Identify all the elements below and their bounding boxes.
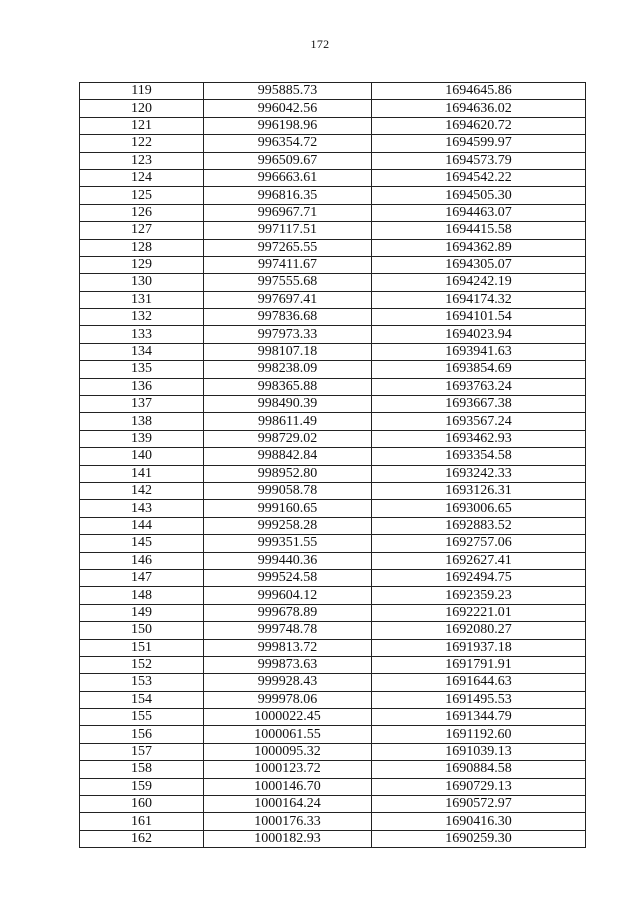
x-coordinate-cell: 996354.72 — [204, 135, 372, 152]
point-number-cell: 145 — [80, 535, 204, 552]
point-number-cell: 158 — [80, 761, 204, 778]
x-coordinate-cell: 999978.06 — [204, 691, 372, 708]
coordinates-table-body — [80, 83, 586, 848]
point-number-cell: 159 — [80, 778, 204, 795]
table-row — [80, 343, 586, 360]
x-coordinate-cell: 996967.71 — [204, 204, 372, 221]
x-coordinate-cell: 999440.36 — [204, 552, 372, 569]
x-coordinate-cell: 998365.88 — [204, 378, 372, 395]
table-row — [80, 691, 586, 708]
x-coordinate-cell: 998842.84 — [204, 448, 372, 465]
table-row — [80, 100, 586, 117]
y-coordinate-cell: 1693242.33 — [372, 465, 586, 482]
y-coordinate-cell: 1693763.24 — [372, 378, 586, 395]
x-coordinate-cell: 998952.80 — [204, 465, 372, 482]
y-coordinate-cell: 1693667.38 — [372, 396, 586, 413]
point-number-cell: 138 — [80, 413, 204, 430]
y-coordinate-cell: 1691791.91 — [372, 656, 586, 673]
table-row — [80, 726, 586, 743]
table-row — [80, 361, 586, 378]
coordinates-table — [79, 82, 586, 848]
point-number-cell: 127 — [80, 222, 204, 239]
x-coordinate-cell: 999160.65 — [204, 500, 372, 517]
y-coordinate-cell: 1693854.69 — [372, 361, 586, 378]
x-coordinate-cell: 1000095.32 — [204, 743, 372, 760]
table-row — [80, 378, 586, 395]
y-coordinate-cell: 1694599.97 — [372, 135, 586, 152]
x-coordinate-cell: 1000182.93 — [204, 830, 372, 847]
y-coordinate-cell: 1693462.93 — [372, 430, 586, 447]
y-coordinate-cell: 1691192.60 — [372, 726, 586, 743]
point-number-cell: 121 — [80, 117, 204, 134]
table-row — [80, 604, 586, 621]
table-row — [80, 743, 586, 760]
x-coordinate-cell: 997411.67 — [204, 256, 372, 273]
x-coordinate-cell: 999748.78 — [204, 622, 372, 639]
point-number-cell: 119 — [80, 83, 204, 100]
x-coordinate-cell: 999604.12 — [204, 587, 372, 604]
point-number-cell: 157 — [80, 743, 204, 760]
x-coordinate-cell: 996509.67 — [204, 152, 372, 169]
y-coordinate-cell: 1694305.07 — [372, 256, 586, 273]
y-coordinate-cell: 1694174.32 — [372, 291, 586, 308]
y-coordinate-cell: 1693006.65 — [372, 500, 586, 517]
x-coordinate-cell: 999873.63 — [204, 656, 372, 673]
x-coordinate-cell: 996816.35 — [204, 187, 372, 204]
y-coordinate-cell: 1692494.75 — [372, 569, 586, 586]
point-number-cell: 140 — [80, 448, 204, 465]
point-number-cell: 161 — [80, 813, 204, 830]
point-number-cell: 130 — [80, 274, 204, 291]
point-number-cell: 148 — [80, 587, 204, 604]
y-coordinate-cell: 1691644.63 — [372, 674, 586, 691]
y-coordinate-cell: 1691344.79 — [372, 709, 586, 726]
point-number-cell: 150 — [80, 622, 204, 639]
table-row — [80, 326, 586, 343]
x-coordinate-cell: 999524.58 — [204, 569, 372, 586]
y-coordinate-cell: 1694620.72 — [372, 117, 586, 134]
table-row — [80, 396, 586, 413]
table-row — [80, 413, 586, 430]
y-coordinate-cell: 1690884.58 — [372, 761, 586, 778]
x-coordinate-cell: 997697.41 — [204, 291, 372, 308]
table-row — [80, 830, 586, 847]
point-number-cell: 137 — [80, 396, 204, 413]
table-row — [80, 500, 586, 517]
point-number-cell: 129 — [80, 256, 204, 273]
y-coordinate-cell: 1694362.89 — [372, 239, 586, 256]
table-row — [80, 222, 586, 239]
x-coordinate-cell: 998490.39 — [204, 396, 372, 413]
point-number-cell: 131 — [80, 291, 204, 308]
point-number-cell: 136 — [80, 378, 204, 395]
table-row — [80, 622, 586, 639]
point-number-cell: 126 — [80, 204, 204, 221]
y-coordinate-cell: 1693126.31 — [372, 482, 586, 499]
table-row — [80, 796, 586, 813]
point-number-cell: 153 — [80, 674, 204, 691]
table-row — [80, 135, 586, 152]
x-coordinate-cell: 996198.96 — [204, 117, 372, 134]
point-number-cell: 143 — [80, 500, 204, 517]
y-coordinate-cell: 1694463.07 — [372, 204, 586, 221]
y-coordinate-cell: 1694636.02 — [372, 100, 586, 117]
x-coordinate-cell: 1000176.33 — [204, 813, 372, 830]
table-row — [80, 465, 586, 482]
y-coordinate-cell: 1692080.27 — [372, 622, 586, 639]
x-coordinate-cell: 999258.28 — [204, 517, 372, 534]
x-coordinate-cell: 998611.49 — [204, 413, 372, 430]
y-coordinate-cell: 1694415.58 — [372, 222, 586, 239]
table-row — [80, 291, 586, 308]
table-row — [80, 517, 586, 534]
point-number-cell: 132 — [80, 309, 204, 326]
table-row — [80, 709, 586, 726]
y-coordinate-cell: 1690259.30 — [372, 830, 586, 847]
x-coordinate-cell: 997555.68 — [204, 274, 372, 291]
point-number-cell: 128 — [80, 239, 204, 256]
table-row — [80, 274, 586, 291]
y-coordinate-cell: 1694542.22 — [372, 169, 586, 186]
point-number-cell: 152 — [80, 656, 204, 673]
table-row — [80, 813, 586, 830]
point-number-cell: 141 — [80, 465, 204, 482]
x-coordinate-cell: 997265.55 — [204, 239, 372, 256]
y-coordinate-cell: 1692757.06 — [372, 535, 586, 552]
y-coordinate-cell: 1690416.30 — [372, 813, 586, 830]
table-row — [80, 430, 586, 447]
x-coordinate-cell: 998238.09 — [204, 361, 372, 378]
table-row — [80, 204, 586, 221]
y-coordinate-cell: 1692883.52 — [372, 517, 586, 534]
x-coordinate-cell: 999813.72 — [204, 639, 372, 656]
x-coordinate-cell: 997836.68 — [204, 309, 372, 326]
point-number-cell: 142 — [80, 482, 204, 499]
table-row — [80, 778, 586, 795]
page-number: 172 — [310, 37, 330, 51]
y-coordinate-cell: 1692359.23 — [372, 587, 586, 604]
x-coordinate-cell: 995885.73 — [204, 83, 372, 100]
y-coordinate-cell: 1690572.97 — [372, 796, 586, 813]
y-coordinate-cell: 1691495.53 — [372, 691, 586, 708]
table-row — [80, 656, 586, 673]
point-number-cell: 125 — [80, 187, 204, 204]
point-number-cell: 151 — [80, 639, 204, 656]
table-row — [80, 587, 586, 604]
point-number-cell: 155 — [80, 709, 204, 726]
x-coordinate-cell: 999928.43 — [204, 674, 372, 691]
y-coordinate-cell: 1694101.54 — [372, 309, 586, 326]
x-coordinate-cell: 1000164.24 — [204, 796, 372, 813]
point-number-cell: 162 — [80, 830, 204, 847]
y-coordinate-cell: 1693354.58 — [372, 448, 586, 465]
x-coordinate-cell: 996042.56 — [204, 100, 372, 117]
point-number-cell: 146 — [80, 552, 204, 569]
table-row — [80, 256, 586, 273]
x-coordinate-cell: 997973.33 — [204, 326, 372, 343]
table-row — [80, 569, 586, 586]
point-number-cell: 139 — [80, 430, 204, 447]
table-row — [80, 535, 586, 552]
table-row — [80, 639, 586, 656]
point-number-cell: 160 — [80, 796, 204, 813]
table-row — [80, 152, 586, 169]
y-coordinate-cell: 1693567.24 — [372, 413, 586, 430]
y-coordinate-cell: 1694023.94 — [372, 326, 586, 343]
y-coordinate-cell: 1691039.13 — [372, 743, 586, 760]
y-coordinate-cell: 1692221.01 — [372, 604, 586, 621]
point-number-cell: 124 — [80, 169, 204, 186]
y-coordinate-cell: 1692627.41 — [372, 552, 586, 569]
table-row — [80, 761, 586, 778]
table-row — [80, 309, 586, 326]
point-number-cell: 154 — [80, 691, 204, 708]
x-coordinate-cell: 1000022.45 — [204, 709, 372, 726]
point-number-cell: 133 — [80, 326, 204, 343]
x-coordinate-cell: 998729.02 — [204, 430, 372, 447]
table-row — [80, 169, 586, 186]
point-number-cell: 122 — [80, 135, 204, 152]
x-coordinate-cell: 1000146.70 — [204, 778, 372, 795]
x-coordinate-cell: 999351.55 — [204, 535, 372, 552]
point-number-cell: 123 — [80, 152, 204, 169]
point-number-cell: 144 — [80, 517, 204, 534]
y-coordinate-cell: 1694242.19 — [372, 274, 586, 291]
x-coordinate-cell: 1000123.72 — [204, 761, 372, 778]
y-coordinate-cell: 1693941.63 — [372, 343, 586, 360]
table-row — [80, 187, 586, 204]
table-row — [80, 552, 586, 569]
point-number-cell: 134 — [80, 343, 204, 360]
table-row — [80, 448, 586, 465]
table-row — [80, 83, 586, 100]
table-row — [80, 239, 586, 256]
x-coordinate-cell: 999058.78 — [204, 482, 372, 499]
y-coordinate-cell: 1694645.86 — [372, 83, 586, 100]
x-coordinate-cell: 997117.51 — [204, 222, 372, 239]
x-coordinate-cell: 996663.61 — [204, 169, 372, 186]
table-row — [80, 482, 586, 499]
y-coordinate-cell: 1691937.18 — [372, 639, 586, 656]
y-coordinate-cell: 1694573.79 — [372, 152, 586, 169]
y-coordinate-cell: 1690729.13 — [372, 778, 586, 795]
point-number-cell: 120 — [80, 100, 204, 117]
point-number-cell: 156 — [80, 726, 204, 743]
x-coordinate-cell: 999678.89 — [204, 604, 372, 621]
table-row — [80, 674, 586, 691]
table-row — [80, 117, 586, 134]
x-coordinate-cell: 998107.18 — [204, 343, 372, 360]
x-coordinate-cell: 1000061.55 — [204, 726, 372, 743]
point-number-cell: 147 — [80, 569, 204, 586]
point-number-cell: 135 — [80, 361, 204, 378]
point-number-cell: 149 — [80, 604, 204, 621]
y-coordinate-cell: 1694505.30 — [372, 187, 586, 204]
